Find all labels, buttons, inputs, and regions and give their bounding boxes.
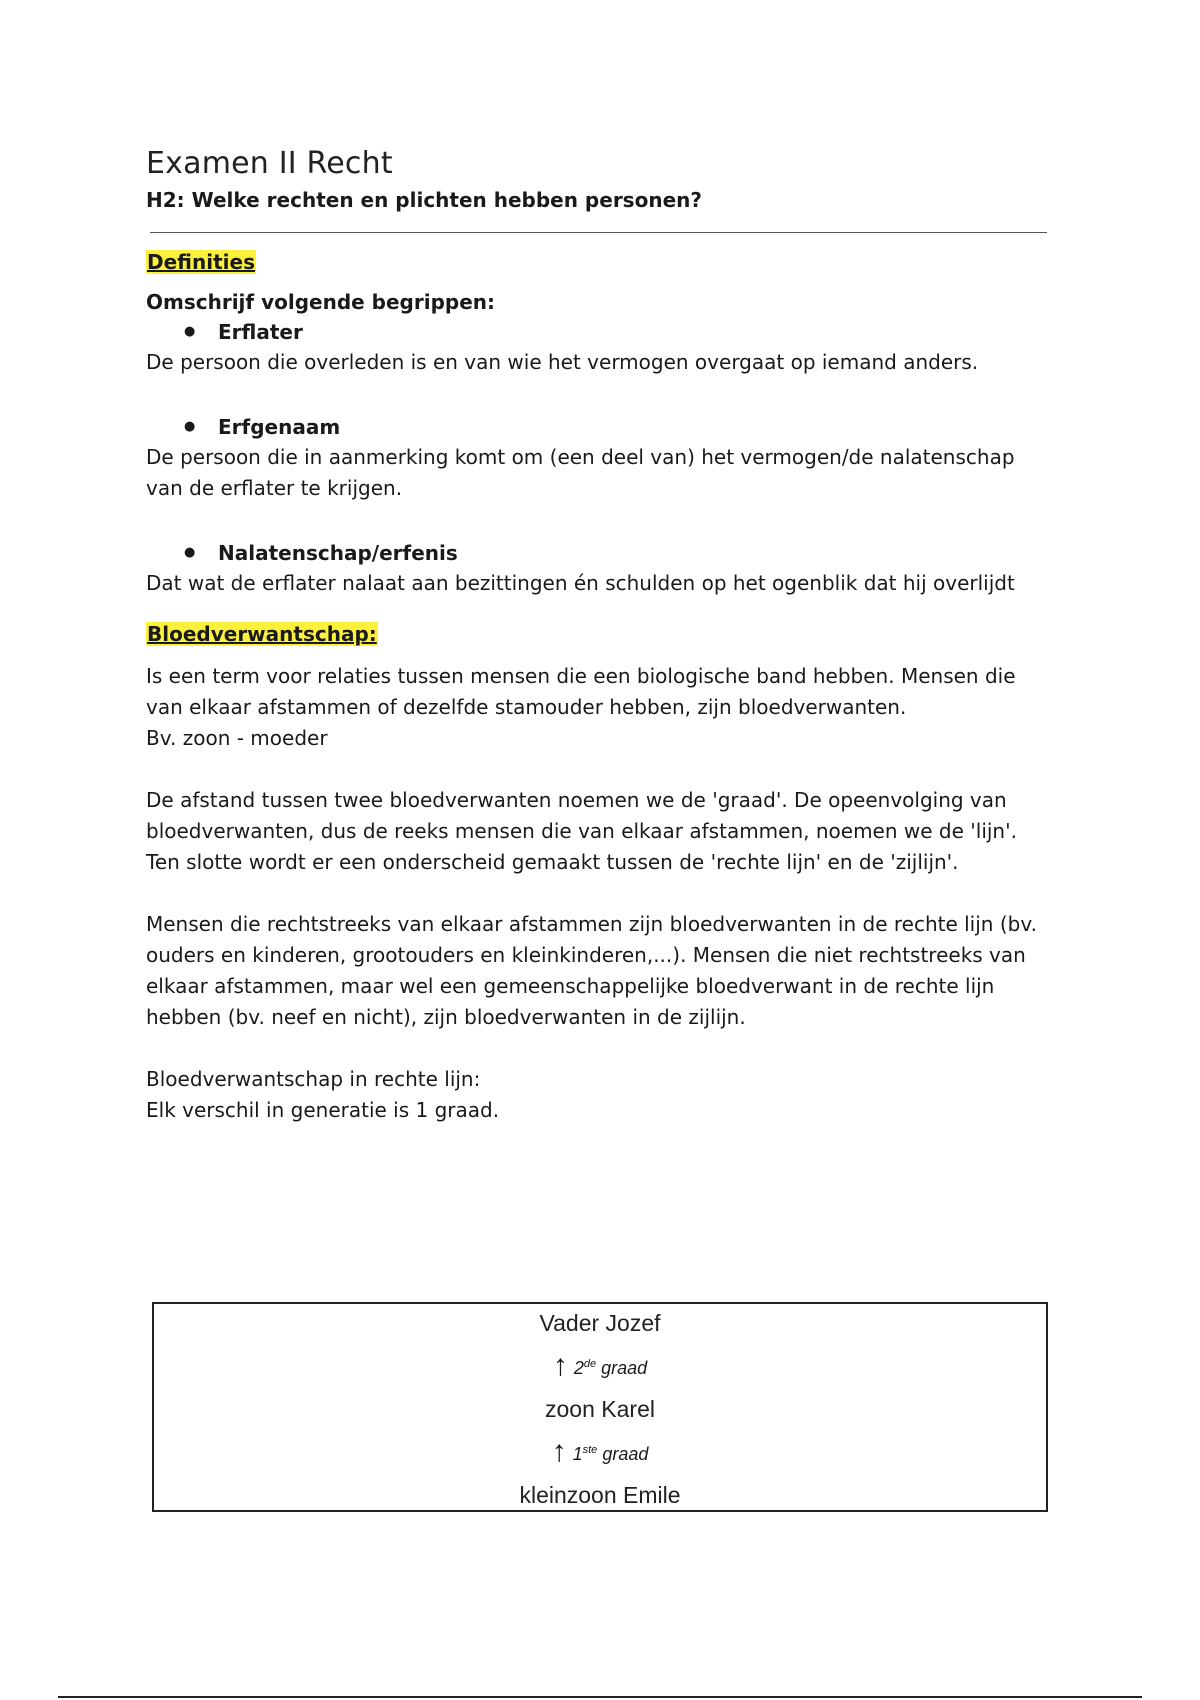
degree-label: graad <box>601 1358 648 1378</box>
section-heading-bloedverwantschap <box>146 619 1051 651</box>
page-bottom-rule <box>58 1696 1142 1698</box>
blood-paragraph-1: Is een term voor relaties tussen mensen die een biologische band hebben. Mensen die van elkaar afstammen of dezelfde stamouder hebben, zijn bloedverwanten. <box>146 664 1016 719</box>
term-nalatenschap: ● Nalatenschap/erfenis <box>146 538 1051 568</box>
definition-erflater: De persoon die overleden is en van wie het vermogen overgaat op iemand anders. <box>146 350 979 374</box>
divider <box>150 232 1047 233</box>
page-title: Examen II Recht <box>146 146 393 181</box>
chapter-subtitle: H2: Welke rechten en plichten hebben personen? <box>146 188 702 212</box>
person-kleinzoon-emile: kleinzoon Emile <box>519 1482 681 1508</box>
person-zoon-karel: zoon Karel <box>545 1396 655 1422</box>
lineage-diagram <box>152 1302 1048 1512</box>
degree-suffix: de <box>583 1358 597 1370</box>
degree-number: 2 <box>573 1358 584 1378</box>
up-arrow-icon: ↑ <box>552 1349 568 1382</box>
up-arrow-icon: ↑ <box>551 1435 567 1468</box>
blood-example: Bv. zoon - moeder <box>146 726 328 750</box>
blood-line-rule: Elk verschil in generatie is 1 graad. <box>146 1098 500 1122</box>
degree-number: 1 <box>572 1444 583 1464</box>
definitions-lead: Omschrijf volgende begrippen: <box>146 290 496 314</box>
term-erfgenaam: ● Erfgenaam <box>146 412 1051 442</box>
definition-nalatenschap: Dat wat de erflater nalaat aan bezittingen én schulden op het ogenblik dat hij overlijdt <box>146 571 1015 595</box>
degree-step-1 <box>154 1424 1046 1480</box>
definities-heading: Definities <box>147 250 255 274</box>
definition-erfgenaam: De persoon die in aanmerking komt om (een deel van) het vermogen/de nalatenschap van de erflater te krijgen. <box>146 445 1015 500</box>
blood-paragraph-3: Mensen die rechtstreeks van elkaar afstammen zijn bloedverwanten in de rechte lijn (bv. ouders en kinderen, grootouders en kleinkinderen,...). Mensen die niet rechtstreeks van elkaar afstammen, maar wel een gemeenschappelijke bloedverwant in de rechte lijn hebben (bv. neef en nicht), zijn bloedverwanten in de zijlijn. <box>146 912 1037 1029</box>
blood-paragraph-2: De afstand tussen twee bloedverwanten noemen we de 'graad'. De opeenvolging van bloedverwanten, dus de reeks mensen die van elkaar afstammen, noemen we de 'lijn'. Ten slotte wordt er een onderscheid gemaakt tussen de 'rechte lijn' en de 'zijlijn'. <box>146 788 1017 874</box>
blood-line-heading: Bloedverwantschap in rechte lijn: <box>146 1067 481 1091</box>
degree-step-2 <box>154 1338 1046 1394</box>
document-page <box>146 144 1051 1126</box>
term-erflater: ● Erflater <box>146 317 1051 347</box>
degree-suffix: ste <box>582 1444 598 1456</box>
person-vader-jozef: Vader Jozef <box>539 1310 661 1336</box>
degree-label: graad <box>602 1444 649 1464</box>
bloedverwantschap-heading: Bloedverwantschap: <box>147 622 377 646</box>
section-heading-definities <box>146 247 1051 279</box>
